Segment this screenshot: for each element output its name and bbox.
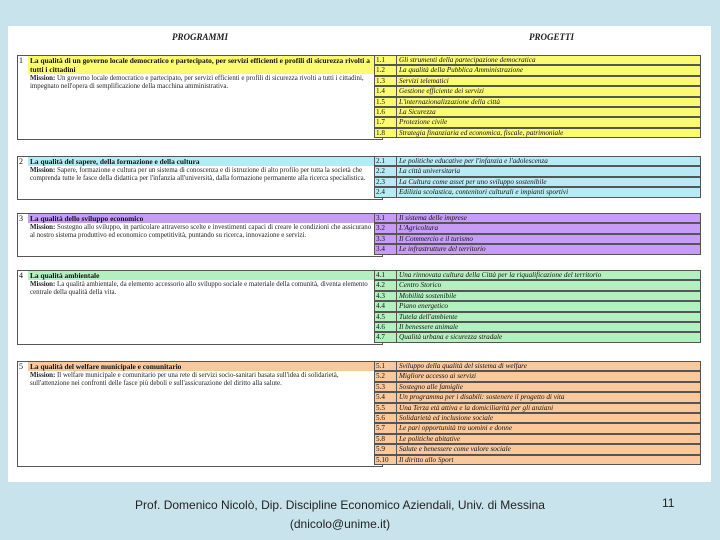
project-label: Le politiche abitative [399,434,461,443]
project-row [374,270,701,280]
project-row [374,244,701,254]
project-code: 5.3 [375,383,397,392]
project-row [374,223,701,233]
project-row [374,361,701,371]
project-label: Strategia finanziaria ed economica, fiscale, patrimoniale [399,128,564,137]
project-code: 5.4 [375,393,397,402]
mission-text: Sostegno allo sviluppo, in particolare attraverso scelte e investimenti capaci di creare le condizioni che assicurano al nostro sistema produttivo ed economico competitività, puntando su ricerca, innovazione e servizi. [30,224,372,240]
project-code: 4.4 [375,302,397,311]
project-code: 3.3 [375,235,397,244]
project-row [374,455,701,465]
project-label: Il diritto allo Sport [399,455,454,464]
mission-label: Mission: [30,167,56,174]
program-number: 5 [19,362,23,371]
project-label: La Sicurezza [399,108,436,116]
project-row [374,156,701,166]
project-row [374,382,701,392]
project-label: L'internazionalizzazione della città [399,97,500,106]
project-label: Protezione civile [399,118,448,127]
project-label: Salute e benessere come valore sociale [399,445,511,454]
project-label: Un programma per i disabili: sostenere il progetto di vita [399,393,565,402]
mission-text: Un governo locale democratico e partecipato, per servizi efficienti e profili di sicurezza rivolti a tutti i cittadini, impegnato nell'opera di semplificazione della macchina amministrativa. [30,75,364,91]
project-row [374,403,701,413]
project-label: L'Agricoltura [399,224,439,233]
footer-email: (dnicolo@unime.it) [289,517,391,531]
project-code: 5.5 [375,404,397,413]
project-label: Servizi telematici [399,76,449,85]
project-code: 4.3 [375,292,397,301]
project-code: 5.7 [375,424,397,433]
project-label: Sostegno alle famiglie [399,382,463,391]
project-row [374,312,701,322]
project-code: 5.6 [375,414,397,423]
progetti-header: PROGETTI [529,32,574,42]
program-title: La qualità del welfare municipale e comunitario [28,362,378,371]
project-code: 4.7 [375,333,397,342]
project-label: La città universitaria [399,167,461,176]
mission-text: Il welfare municipale e comunitario per una rete di servizi socio-sanitari basata sull'idea di solidarietà, sull'attenzione nei confronti delle fasce più deboli e sull'assicurazione del diritto alla salute. [30,372,339,388]
project-label: Le politiche educative per l'infanzia e l'adolescenza [399,157,548,165]
mission-label: Mission: [30,224,56,231]
program-mission [28,372,377,389]
project-row [374,117,701,127]
project-code: 1.4 [375,87,397,96]
project-code: 1.7 [375,118,397,127]
project-code: 2.2 [375,167,397,176]
project-code: 4.5 [375,313,397,322]
program-number: 3 [19,214,23,223]
project-code: 3.1 [375,214,397,223]
project-code: 1.2 [375,66,397,75]
project-row [374,128,701,138]
mission-label: Mission: [30,372,56,379]
project-row [374,291,701,301]
project-row [374,280,701,290]
program-mission [28,281,377,298]
project-row [374,234,701,244]
project-code: 5.1 [375,362,397,371]
project-code: 1.8 [375,129,397,138]
project-code: 5.2 [375,372,397,381]
project-label: Solidarietà ed inclusione sociale [399,414,494,422]
project-code: 1.5 [375,98,397,107]
project-code: 1.1 [375,56,397,65]
project-row [374,76,701,86]
program-title: La qualità ambientale [28,271,378,280]
project-row [374,97,701,107]
program-mission [28,224,377,241]
page-number: 11 [662,496,675,510]
table-sheet [8,26,711,482]
project-label: Gestione efficiente dei servizi [399,87,484,96]
project-row [374,177,701,187]
project-code: 3.2 [375,224,397,233]
project-row [374,434,701,444]
project-row [374,86,701,96]
project-label: La Cultura come asset per uno sviluppo sostenibile [399,177,547,186]
mission-text: Sapere, formazione e cultura per un sistema di conoscenza e di istruzione di alto profilo per tutta la società che comprenda tutte le fasce della didattica per l'infanzia all'università, dalla formazione permanente alla ricerca specialistica. [30,167,366,183]
project-code: 5.8 [375,435,397,444]
project-row [374,301,701,311]
project-row [374,423,701,433]
program-mission [28,167,377,184]
project-row [374,213,701,223]
project-label: Sviluppo della qualità del sistema di welfare [399,362,527,370]
project-label: Il sistema delle imprese [399,214,467,222]
project-code: 2.4 [375,188,397,197]
programmi-header: PROGRAMMI [172,32,229,42]
project-row [374,322,701,332]
footer-credit [80,496,600,534]
program-number: 4 [19,271,23,280]
project-label: Le infrastrutture del territorio [399,245,486,254]
project-row [374,55,701,65]
project-label: Edilizia scolastica, contenitori culturali e impianti sportivi [399,188,569,197]
project-label: Piano energetico [399,302,449,311]
project-row [374,187,701,197]
project-code: 3.4 [375,245,397,254]
project-label: Mobilità sostenibile [399,291,457,300]
mission-text: La qualità ambientale, da elemento accessorio allo sviluppo sociale e materiale della comunità, diventa elemento centrale della qualità della vita. [30,281,368,297]
program-title: La qualità dello sviluppo economico [28,214,378,223]
project-row [374,413,701,423]
project-code: 4.6 [375,323,397,332]
project-label: Tutela dell'ambiente [399,312,458,321]
project-row [374,444,701,454]
project-code: 5.9 [375,445,397,454]
project-row [374,392,701,402]
mission-label: Mission: [30,281,56,288]
footer-author: Prof. Domenico Nicolò, Dip. Discipline Economico Aziendali, Univ. di Messina [135,498,545,512]
project-label: Gli strumenti della partecipazione democratica [399,56,536,64]
project-code: 1.3 [375,77,397,86]
mission-label: Mission: [30,75,56,82]
project-row [374,166,701,176]
project-label: Una Terza età attiva e la domiciliarità per gli anziani [399,403,554,412]
project-code: 1.6 [375,108,397,117]
project-label: Qualità urbana e sicurezza stradale [399,333,503,342]
project-row [374,371,701,381]
project-code: 4.1 [375,271,397,280]
program-mission [28,75,377,92]
project-row [374,107,701,117]
program-number: 1 [19,56,23,65]
project-label: Una rinnovata cultura della Città per la riqualificazione del territorio [399,271,602,279]
project-code: 2.3 [375,178,397,187]
project-code: 2.1 [375,157,397,166]
project-row [374,65,701,75]
project-label: Le pari opportunità tra uomini e donne [399,424,513,433]
program-number: 2 [19,157,23,166]
program-title: La qualità del sapere, della formazione e della cultura [28,157,378,166]
project-label: Il benessere animale [399,323,459,331]
project-label: Migliore accesso ai servizi [399,372,476,381]
project-label: Il Commercio e il turismo [399,234,473,243]
project-code: 5.10 [375,456,397,465]
project-label: Centro Storico [399,281,442,290]
project-row [374,332,701,342]
project-code: 4.2 [375,281,397,290]
project-label: La qualità della Pubblica Amministrazione [399,66,524,75]
program-title: La qualità di un governo locale democratico e partecipato, per servizi efficienti e profili di sicurezza rivolti a tutti i cittadini [28,56,378,74]
